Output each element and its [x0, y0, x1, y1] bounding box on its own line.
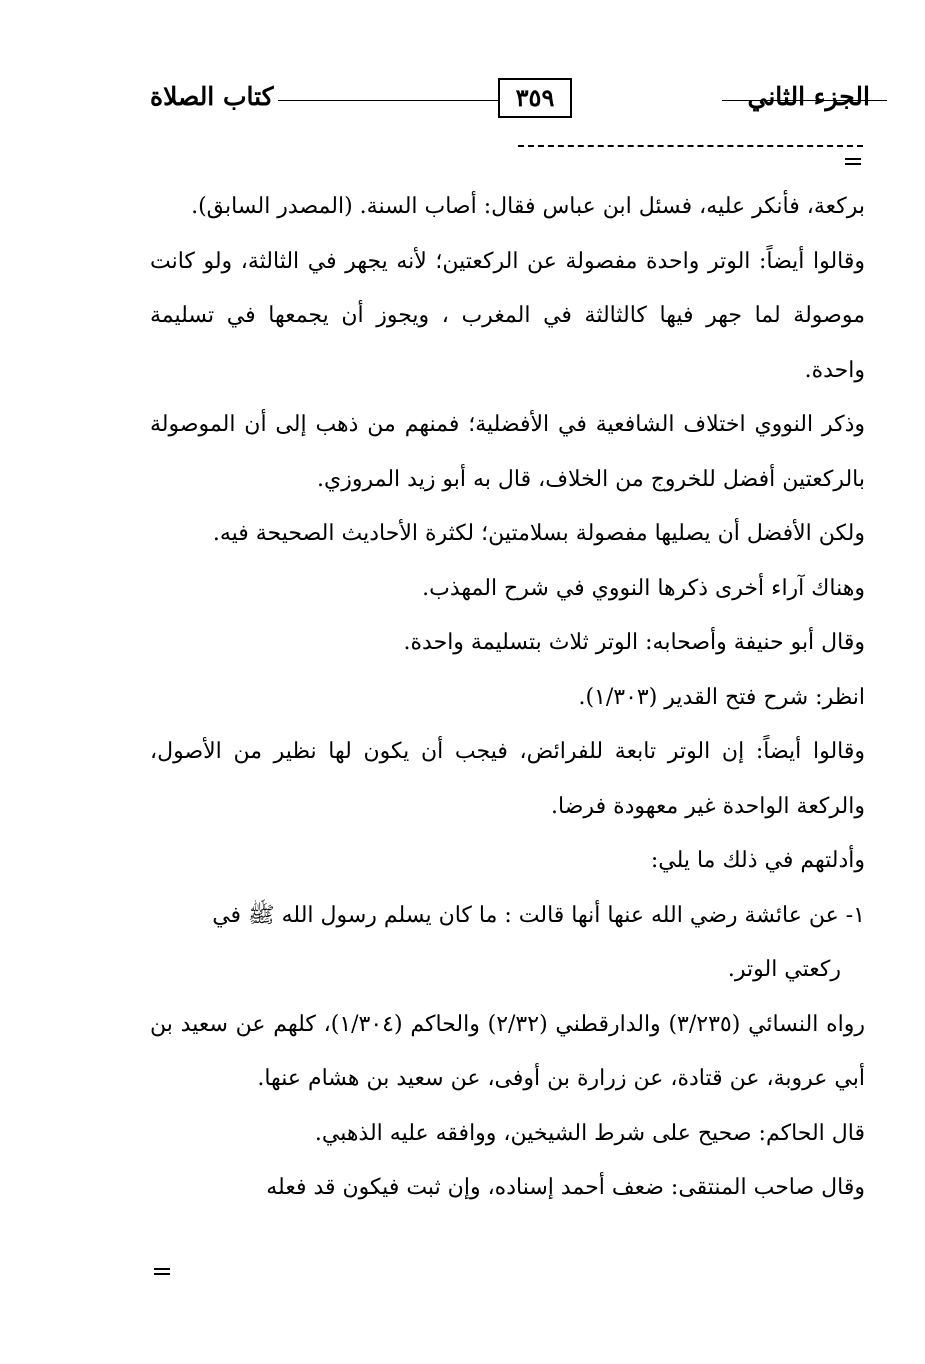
running-header [150, 78, 870, 126]
paragraph: بركعة، فأنكر عليه، فسئل ابن عباس فقال: أصاب السنة. (المصدر السابق). [191, 194, 865, 219]
paragraph: وأدلتهم في ذلك ما يلي: [650, 848, 865, 873]
paragraph: ولكن الأفضل أن يصليها مفصولة بسلامتين؛ لكثرة الأحاديث الصحيحة فيه. [212, 521, 865, 546]
paragraph: وقال أبو حنيفة وأصحابه: الوتر ثلاث بتسليمة واحدة. [403, 630, 865, 655]
paragraph: وقالوا أيضاً: الوتر واحدة مفصولة عن الركعتين؛ لأنه يجهر في الثالثة، ولو كانت موصولة لما جهر فيها كالثالثة في المغرب ، ويجوز أن يجمعها في تسليمة واحدة. [150, 248, 865, 383]
numbered-item-1: ١- عن عائشة رضي الله عنها أنها قالت : ما كان يسلم رسول الله ﷺ في [212, 902, 865, 928]
dashed-divider [518, 145, 863, 147]
continuation-mark-bottom [154, 1268, 170, 1275]
header-rule-left [278, 100, 498, 101]
page-number-box: ٣٥٩ [498, 78, 572, 118]
main-text [150, 180, 865, 1216]
paragraph: انظر: شرح فتح القدير (١/٣٠٣). [578, 684, 865, 710]
volume-title: الجزء الثاني [747, 82, 870, 111]
header-rule-right [722, 100, 887, 101]
paragraph: قال الحاكم: صحيح على شرط الشيخين، ووافقه عليه الذهبي. [314, 1120, 865, 1146]
book-title: كتاب الصلاة [150, 82, 274, 111]
paragraph: وقالوا أيضاً: إن الوتر تابعة للفرائض، فيجب أن يكون لها نظير من الأصول، والركعة الواحدة غير معهودة فرضا. [150, 739, 865, 819]
continuation-mark-top [845, 158, 861, 165]
paragraph: وذكر النووي اختلاف الشافعية في الأفضلية؛ فمنهم من ذهب إلى أن الموصولة بالركعتين أفضل للخروج من الخلاف، قال به أبو زيد المروزي. [150, 412, 865, 492]
paragraph: وهناك آراء أخرى ذكرها النووي في شرح المهذب. [422, 575, 865, 601]
numbered-item-1-continuation: ركعتي الوتر. [727, 957, 841, 982]
paragraph: وقال صاحب المنتقى: ضعف أحمد إسناده، وإن ثبت فيكون قد فعله [266, 1175, 865, 1200]
paragraph: رواه النسائي (٣/٢٣٥) والدارقطني (٢/٣٢) والحاكم (١/٣٠٤)، كلهم عن سعيد بن أبي عروبة، عن قتادة، عن زرارة بن أوفى، عن سعيد بن هشام عنها. [150, 1011, 865, 1091]
